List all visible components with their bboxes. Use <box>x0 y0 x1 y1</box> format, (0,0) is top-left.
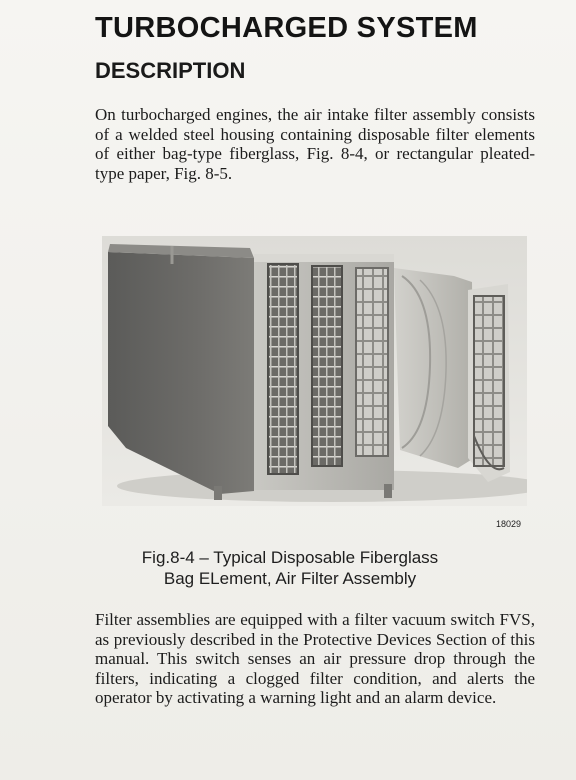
page-title: TURBOCHARGED SYSTEM <box>95 12 478 44</box>
figure-number: 18029 <box>496 519 522 529</box>
section-heading: DESCRIPTION <box>95 58 246 83</box>
figure-caption-line-1: Fig.8-4 – Typical Disposable Fiberglass <box>141 548 439 567</box>
body-paragraph: Filter assemblies are equipped with a filter vacuum switch FVS, as previously described in the Protective Devices Section of this manual. This switch senses an air pressure drop through the filters, indicating a clogged filter condition, and alerts the operator by activating a warning light and an alarm device. <box>95 610 535 707</box>
figure-caption <box>100 547 480 589</box>
figure-caption-line-2: Bag ELement, Air Filter Assembly <box>163 569 417 588</box>
intro-paragraph: On turbocharged engines, the air intake filter assembly consists of a welded steel housing containing disposable filter elements of either bag-type fiberglass, Fig. 8-4, or rectangular pleated-type paper, Fig. 8-5. <box>95 105 535 183</box>
air-filter-photo <box>102 236 527 506</box>
